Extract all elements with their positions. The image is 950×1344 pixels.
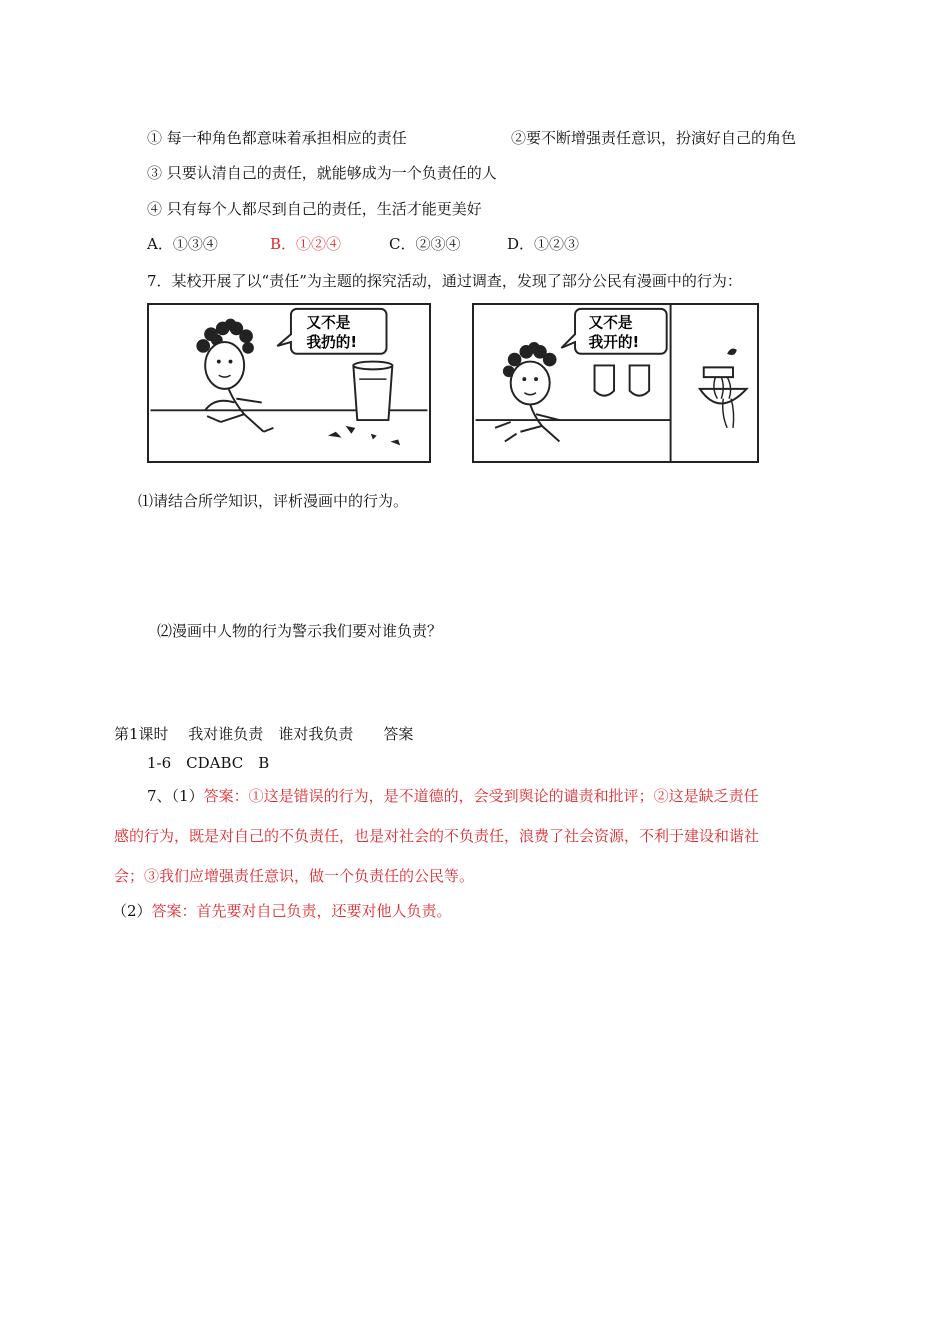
question-7-sub-1: ⑴请结合所学知识，评析漫画中的行为。 <box>138 492 409 510</box>
option-4: ④ 只有每个人都尽到自己的责任，生活才能更美好 <box>147 200 482 218</box>
choice-b: B．①②④ <box>270 235 342 253</box>
comic2-bubble-line1: 又不是 <box>588 314 633 332</box>
option-2: ②要不断增强责任意识，扮演好自己的角色 <box>511 129 797 147</box>
comic1-bubble-line1: 又不是 <box>306 314 351 332</box>
choice-c: C．②③④ <box>389 235 461 253</box>
comic-tap-illustration <box>474 305 757 461</box>
comic2-bubble-line2: 我开的! <box>588 333 640 351</box>
choice-a: A．①③④ <box>147 235 218 253</box>
answer-7-prefix: 7、（1） <box>147 787 204 805</box>
answer-7-2-text: 答案：首先要对自己负责，还要对他人负责。 <box>151 902 452 920</box>
comic-panel-tap <box>472 303 759 463</box>
comic-panel-litter <box>147 303 431 463</box>
answer-7-2-prefix: （2） <box>112 902 152 920</box>
comic1-bubble-line2: 我扔的! <box>306 333 358 351</box>
choice-d: D．①②③ <box>507 235 580 253</box>
answer-7-1-line2: 感的行为，既是对自己的不负责任，也是对社会的不负责任，浪费了社会资源，不利于建设和谐社 <box>114 827 760 845</box>
answer-multiple-choice: 1-6 CDABC B <box>147 754 270 772</box>
answer-7-1-line1 <box>147 786 759 806</box>
comic-litter-illustration <box>149 305 429 461</box>
question-7-sub-2: ⑵漫画中人物的行为警示我们要对谁负责？ <box>157 622 443 640</box>
answer-7-1-line3: 会；③我们应增强责任意识，做一个负责任的公民等。 <box>114 867 475 885</box>
option-1: ① 每一种角色都意味着承担相应的责任 <box>147 129 407 147</box>
answer-title: 第1课时 我对谁负责 谁对我负责 答案 <box>114 725 414 743</box>
question-7-stem: 7．某校开展了以“责任”为主题的探究活动，通过调查，发现了部分公民有漫画中的行为： <box>147 272 742 290</box>
answer-7-2 <box>112 901 452 921</box>
option-3: ③ 只要认清自己的责任，就能够成为一个负责任的人 <box>147 164 497 182</box>
answer-7-1-text-line1: 答案：①这是错误的行为，是不道德的，会受到舆论的谴责和批评；②这是缺乏责任 <box>203 787 759 805</box>
